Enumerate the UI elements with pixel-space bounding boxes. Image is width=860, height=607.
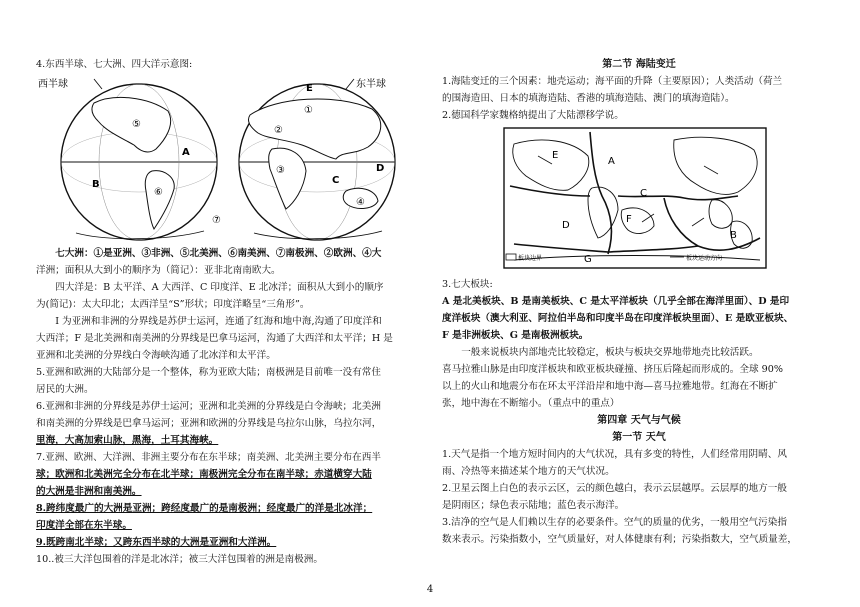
- q6-text-2: 和南美洲的分界线是巴拿马运河；亚洲和欧洲的分界线是乌拉尔山脉，乌拉尔河，: [36, 418, 382, 429]
- hemispheres-map-svg: [36, 75, 422, 241]
- r2-text: 2.德国科学家魏格纳提出了大陆漂移学说。: [442, 110, 624, 121]
- map-mark-e: E: [306, 83, 313, 94]
- legend-boundary: 板块边界: [518, 255, 543, 262]
- continents-text-2: 洋洲；面积从大到小的顺序为（简记）：亚非北南南欧大。: [36, 265, 281, 276]
- map-mark-3: ③: [276, 165, 285, 176]
- map-mark-1: ①: [304, 105, 313, 116]
- w3-text-1: 3.洁净的空气是人们赖以生存的必要条件。空气的质量的优劣，一般用空气污染指: [442, 517, 787, 528]
- plates-text-1: A 是北美板块、B 是南美板块、C 是太平洋板块（几乎全部在海洋里面）、D 是印: [442, 296, 790, 307]
- w1-text-1: 1.天气是指一个地方短时间内的大气状况，具有多变的特性，人们经常用阴晴、风: [442, 449, 787, 460]
- plate-mark-d: D: [562, 220, 570, 231]
- plates-text-3: F 是非洲板块、G 是南极洲板块。: [442, 330, 589, 341]
- stable-text-2: 喜马拉雅山脉是由印度洋板块和欧亚板块碰撞、挤压后隆起而形成的。全球 90%: [442, 364, 783, 375]
- map-mark-6: ⑥: [154, 187, 163, 198]
- q4-heading: 4.东西半球、七大洲、四大洋示意图:: [36, 59, 193, 70]
- page-number: 4: [426, 584, 434, 595]
- q7-text-3: 的大洲是非洲和南美洲。: [36, 486, 142, 497]
- q5-text-1: 5.亚洲和欧洲的大陆部分是一个整体，称为亚欧大陆；南极洲是目前唯一没有常住: [36, 367, 381, 378]
- w2-text-2: 是阴雨区；绿色表示陆地；蓝色表示海洋。: [442, 500, 625, 511]
- map-mark-4: ④: [356, 197, 365, 208]
- q6-text-3: 里海，大高加索山脉，黑海，土耳其海峡。: [36, 435, 219, 446]
- map-mark-b: B: [92, 179, 100, 190]
- q7-text-2: 球；欧洲和北美洲完全分布在北半球；南极洲完全分布在南半球；赤道横穿大陆: [36, 469, 372, 480]
- boundary-text-3: 亚洲和北美洲的分界线白令海峡沟通了北冰洋和太平洋。: [36, 350, 276, 361]
- stable-text-4: 张，地中海在不断缩小。（重点中的重点）: [442, 398, 620, 409]
- map-mark-d: D: [376, 163, 385, 174]
- map-mark-a: A: [182, 147, 190, 158]
- plate-mark-g: G: [584, 254, 592, 265]
- w2-text-1: 2.卫星云图上白色的表示云区，云的颜色越白，表示云层越厚。云层厚的地方一般: [442, 483, 787, 494]
- map-mark-2: ②: [274, 125, 283, 136]
- legend-motion: 板块运动方向: [686, 255, 723, 262]
- chapter4-title: 第四章 天气与气候: [597, 415, 681, 426]
- map-mark-7: ⑦: [212, 215, 221, 226]
- map-mark-c: C: [332, 175, 340, 186]
- stable-text-1: 一般来说板块内部地壳比较稳定，板块与板块交界地带地壳比较活跃。: [461, 347, 759, 358]
- plates-text-2: 度洋板块（澳大利亚、阿拉伯半岛和印度半岛在印度洋板块里面）、E 是欧亚板块、: [442, 313, 794, 324]
- boundary-text-1: Ⅰ 为亚洲和非洲的分界线是苏伊士运河，连通了红海和地中海,沟通了印度洋和: [55, 316, 382, 327]
- plate-mark-c: C: [640, 188, 647, 199]
- continents-text-1: 七大洲：①是亚洲、③非洲、⑤北美洲、⑥南美洲、⑦南极洲、②欧洲、④大: [55, 248, 382, 259]
- r1-text-1: 1.海陆变迁的三个因素：地壳运动；海平面的升降（主要原因）；人类活动（荷兰: [442, 76, 783, 87]
- w3-text-2: 数来表示。污染指数小，空气质量好，对人体健康有利；污染指数大，空气质量差，: [442, 534, 797, 545]
- q8-text-1: 8.跨纬度最广的大洲是亚洲；跨经度最广的是南极洲；经度最广的洋是北冰洋；: [36, 503, 373, 514]
- stable-text-3: 以上的火山和地震分布在环太平洋沿岸和地中海—喜马拉雅地带。红海在不断扩: [442, 381, 778, 392]
- boundary-text-2: 大西洋；F 是北美洲和南美洲的分界线是巴拿马运河，沟通了大西洋和太平洋；H 是: [36, 333, 393, 344]
- oceans-text-2: 为(简记)：太大印北；太西洋呈“S”形状；印度洋略呈“三角形”。: [36, 299, 310, 310]
- right-column: [442, 56, 836, 548]
- plate-mark-a: A: [608, 156, 615, 167]
- plate-mark-b: B: [730, 230, 737, 241]
- oceans-text-1: 四大洋是：B 太平洋、A 大西洋、C 印度洋、E 北冰洋；面积从大到小的顺序: [55, 282, 384, 293]
- section2-title: 第二节 海陆变迁: [602, 59, 676, 70]
- plate-mark-e: E: [552, 150, 559, 161]
- west-hemisphere-label: 西半球: [38, 79, 68, 90]
- hemispheres-map: [36, 75, 422, 241]
- map-mark-5: ⑤: [132, 119, 141, 130]
- q10-text: 10..被三大洋包围着的洋是北冰洋；被三大洋包围着的洲是南极洲。: [36, 554, 323, 565]
- q9-text: 9.既跨南北半球；又跨东西半球的大洲是亚洲和大洋洲。: [36, 537, 277, 548]
- q5-text-2: 居民的大洲。: [36, 384, 94, 395]
- q7-text-1: 7.亚洲、欧洲、大洋洲、非洲主要分布在东半球；南美洲、北美洲主要分布在西半: [36, 452, 381, 463]
- q6-text-1: 6.亚洲和非洲的分界线是苏伊士运河；亚洲和北美洲的分界线是白令海峡；北美洲: [36, 401, 381, 412]
- section1-title: 第一节 天气: [612, 432, 666, 443]
- east-hemisphere-label: 东半球: [356, 79, 386, 90]
- r1-text-2: 的围海造田、日本的填海造陆、香港的填海造陆、澳门的填海造陆）。: [442, 93, 735, 104]
- q8-text-2: 印度洋全部在东半球。: [36, 520, 132, 531]
- plate-mark-f: F: [626, 214, 632, 225]
- w1-text-2: 雨、冷热等来描述某个地方的天气状况。: [442, 466, 615, 477]
- left-column: [36, 56, 422, 568]
- r3-text: 3.七大板块:: [442, 279, 493, 290]
- plate-map-svg: [442, 126, 836, 272]
- plate-map: [442, 126, 836, 272]
